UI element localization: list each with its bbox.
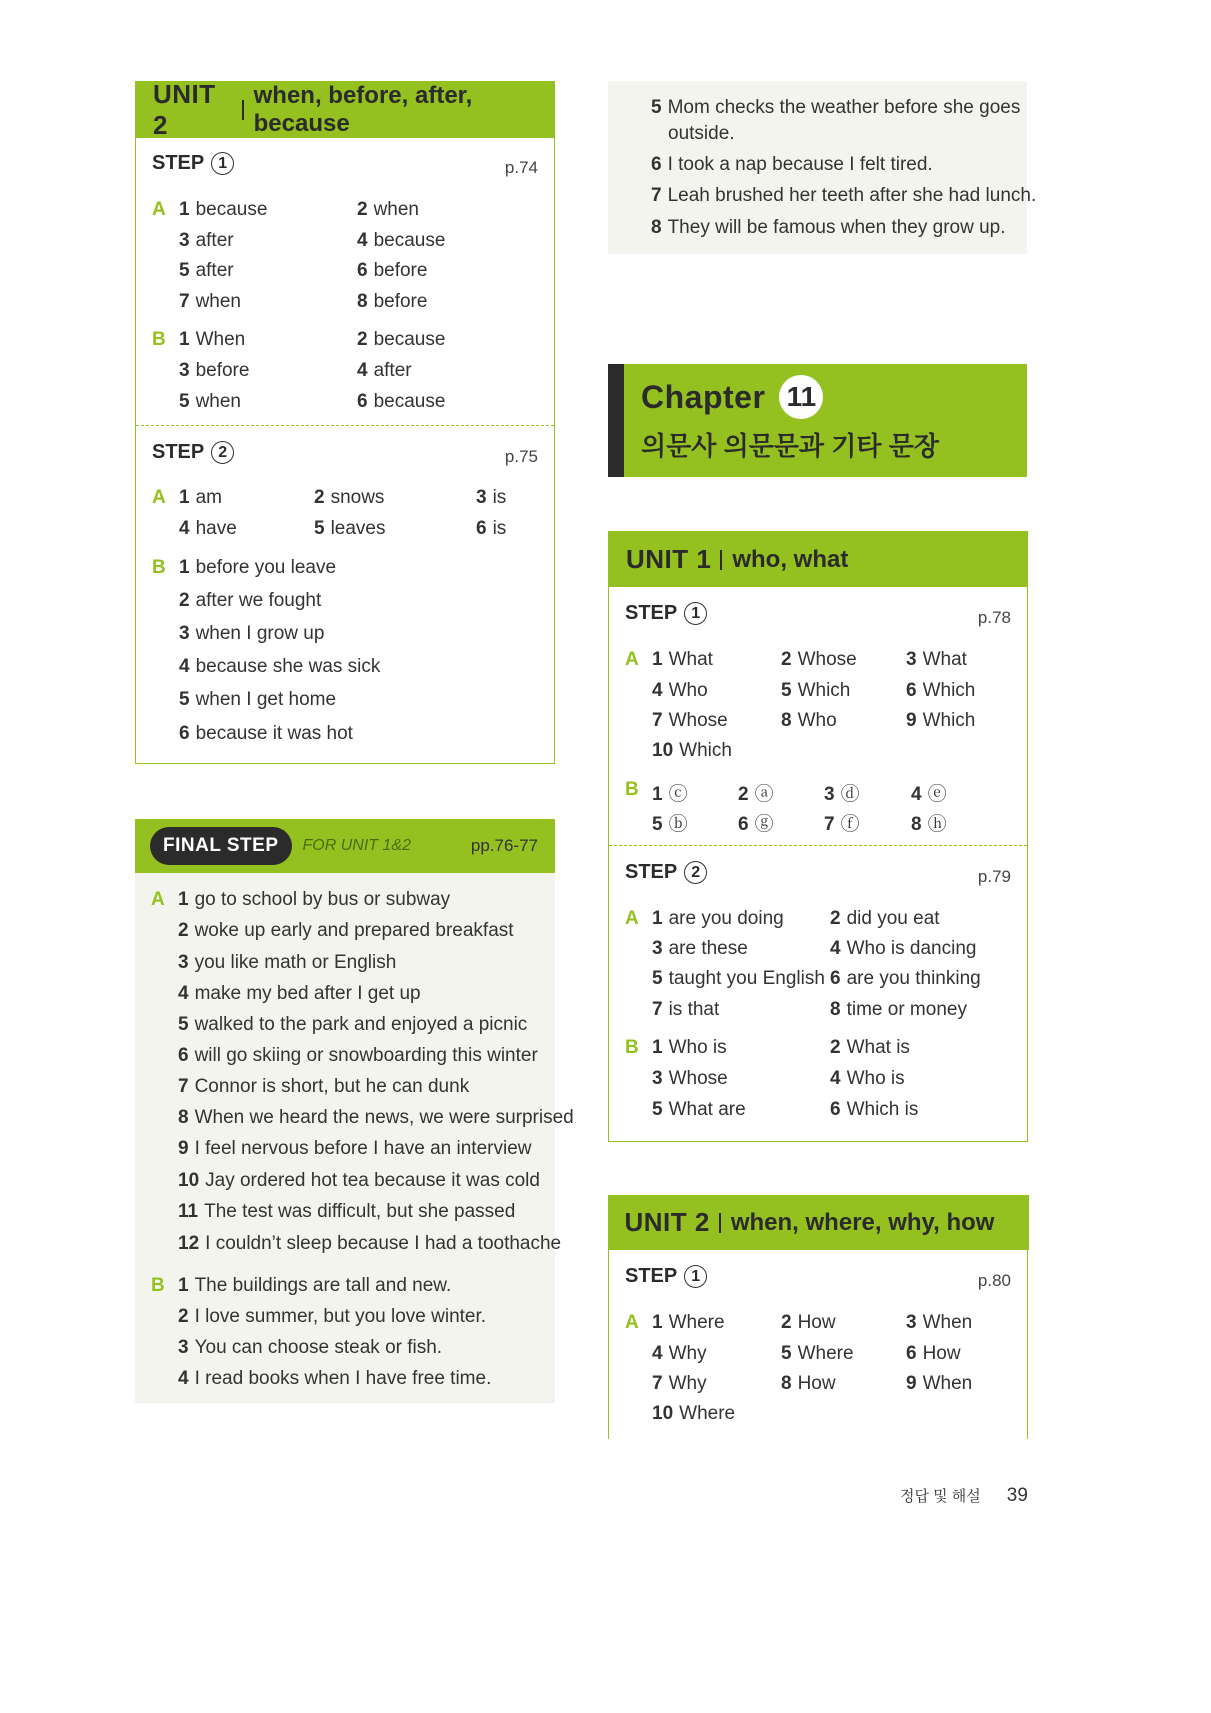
answer-item: 8 When we heard the news, we were surprised [178, 1107, 574, 1128]
chapter-banner-bar [608, 364, 624, 477]
answer-item: 3 is [476, 487, 507, 508]
answer-item: 2 because [357, 329, 446, 350]
section-label: B [151, 1275, 165, 1296]
divider [720, 550, 722, 570]
answer-item: 9 I feel nervous before I have an interview [178, 1138, 532, 1159]
answer-item: 5 ⓑ [652, 814, 688, 835]
chapter-banner [608, 364, 1027, 477]
section-label: B [625, 1037, 639, 1058]
answer-item: 6 How [906, 1343, 961, 1364]
section-label: A [625, 908, 639, 929]
answer-item: 6 are you thinking [830, 968, 981, 989]
answer-item: 3 What [906, 649, 967, 670]
answer-item: 1 because [179, 199, 268, 220]
answer-item: 4 make my bed after I get up [178, 983, 421, 1004]
step-1-heading: STEP 1 [625, 602, 707, 625]
answer-item: 3 Whose [652, 1068, 728, 1089]
answer-item: 7 ⓕ [824, 814, 860, 835]
page-ref: p.78 [977, 608, 1011, 627]
answer-item: 6 because [357, 391, 446, 412]
step-2-heading: STEP 2 [625, 861, 707, 884]
answer-item: 4 after [357, 360, 412, 381]
step-1-heading: STEP 1 [625, 1265, 707, 1288]
answer-item: 4 because [357, 230, 446, 251]
answer-item: 6 is [476, 518, 507, 539]
answer-item: 11 The test was difficult, but she passed [178, 1201, 516, 1222]
answer-item: 10 Which [652, 740, 732, 761]
chapter-title: Chapter 11 [641, 375, 823, 419]
answer-item: 4 Why [652, 1343, 707, 1364]
answer-item: 4 ⓔ [911, 784, 947, 805]
step-1-heading: STEP 1 [152, 152, 234, 175]
answer-item: 1 What [652, 649, 713, 670]
footer [900, 1485, 1028, 1507]
answer-item: 8 They will be famous when they grow up. [651, 217, 1006, 238]
answer-item: 3 ⓓ [824, 784, 860, 805]
answer-item: 8 time or money [830, 999, 967, 1020]
section-label: A [625, 1312, 639, 1333]
section-divider [136, 425, 554, 426]
answer-item: 7 Whose [652, 710, 728, 731]
answer-item: 3 when I grow up [179, 623, 325, 644]
answer-item: 5 What are [652, 1099, 746, 1120]
unit2-answer-box [135, 81, 555, 764]
answer-item: 2 What is [830, 1037, 910, 1058]
answer-item: 6 ⓖ [738, 814, 774, 835]
answer-item: 9 Which [906, 710, 976, 731]
answer-item: 8 ⓗ [911, 814, 947, 835]
answer-item: 2 Whose [781, 649, 857, 670]
answer-item: 10 Jay ordered hot tea because it was cold [178, 1170, 540, 1191]
answer-item: 4 Who is dancing [830, 938, 977, 959]
divider [242, 100, 244, 120]
answer-item: 1 Where [652, 1312, 725, 1333]
answer-item: 8 How [781, 1373, 836, 1394]
answer-item: 5 taught you English [652, 968, 825, 989]
answer-item: 1 are you doing [652, 908, 784, 929]
answer-item: 3 you like math or English [178, 952, 397, 973]
step-number: 2 [211, 441, 234, 464]
footer-label: 정답 및 해설 [900, 1488, 981, 1505]
final-step-units: FOR UNIT 1&2 [302, 837, 411, 854]
answer-item: 5 Which [781, 680, 851, 701]
chapter-number: 11 [779, 375, 823, 419]
section-label: A [625, 649, 639, 670]
section-label: B [152, 329, 166, 350]
answer-item: 10 Where [652, 1403, 736, 1424]
section-label: A [151, 889, 165, 910]
answer-item: 6 I took a nap because I felt tired. [651, 154, 933, 175]
answer-item: 4 Who is [830, 1068, 905, 1089]
answer-item: 4 have [179, 518, 237, 539]
section-label: B [625, 779, 639, 800]
answer-item: 3 after [179, 230, 234, 251]
unit-title: when, where, why, how [730, 1208, 995, 1236]
page-ref: p.80 [977, 1271, 1011, 1290]
unit-number: UNIT 1 [626, 544, 712, 574]
answer-item: 5 leaves [314, 518, 386, 539]
answer-item: 2 ⓐ [738, 784, 774, 805]
page-ref: p.79 [977, 867, 1011, 886]
answer-item: 1 The buildings are tall and new. [178, 1275, 452, 1296]
answer-item: 1 before you leave [179, 557, 337, 578]
final-step-header [135, 819, 555, 873]
answer-item: 2 How [781, 1312, 836, 1333]
answer-item: 5 when [179, 391, 241, 412]
section-label: A [152, 487, 166, 508]
step-number: 1 [684, 1265, 707, 1288]
answer-item: 2 woke up early and prepared breakfast [178, 920, 514, 941]
answer-item: 8 Who [781, 710, 837, 731]
answer-item: 3 When [906, 1312, 973, 1333]
answer-item: 5 walked to the park and enjoyed a picnic [178, 1014, 528, 1035]
section-label: B [152, 557, 166, 578]
page-number: 39 [1006, 1485, 1028, 1506]
unit-header [136, 79, 554, 140]
answer-item: 8 before [357, 291, 428, 312]
final-step-box [135, 819, 574, 1403]
page-ref: p.75 [504, 447, 538, 466]
answer-item: 6 because it was hot [179, 723, 353, 744]
divider [719, 1213, 721, 1233]
unit-header [608, 1195, 1029, 1250]
answer-item: 7 is that [652, 999, 720, 1020]
section-label: A [152, 199, 166, 220]
answer-item: 4 Who [652, 680, 708, 701]
answer-item: 2 when [357, 199, 419, 220]
final-step-badge: FINAL STEP [150, 827, 292, 865]
answer-item: 6 Which is [830, 1099, 919, 1120]
answer-item: 5 when I get home [179, 689, 337, 710]
answer-item: 6 will go skiing or snowboarding this winter [178, 1045, 538, 1066]
ch-unit1-answer-box [608, 531, 1028, 1142]
answer-item: 1 ⓒ [652, 784, 688, 805]
step-number: 1 [684, 602, 707, 625]
answer-item: 7 when [179, 291, 241, 312]
answer-item: 9 When [906, 1373, 973, 1394]
answer-item: 5 after [179, 260, 234, 281]
step-number: 1 [211, 152, 234, 175]
answer-item: 3 You can choose steak or fish. [178, 1337, 443, 1358]
section-divider [609, 845, 1027, 846]
answer-item: 2 I love summer, but you love winter. [178, 1306, 487, 1327]
final-step-continued [608, 81, 1037, 254]
answer-item: 7 Leah brushed her teeth after she had lunch. [651, 185, 1037, 206]
answer-item: 1 When [179, 329, 246, 350]
answer-item: 7 Why [652, 1373, 707, 1394]
page-ref: pp.76-77 [470, 836, 538, 855]
answer-item: 6 before [357, 260, 428, 281]
answer-item: 6 Which [906, 680, 976, 701]
unit-title: who, what [732, 545, 849, 573]
answer-item: 3 before [179, 360, 250, 381]
answer-item: 7 Connor is short, but he can dunk [178, 1076, 470, 1097]
answer-item: 1 go to school by bus or subway [178, 889, 451, 910]
page-ref: p.74 [504, 158, 538, 177]
step-2-heading: STEP 2 [152, 441, 234, 464]
step-number: 2 [684, 861, 707, 884]
chapter-subtitle: 의문사 의문문과 기타 문장 [641, 431, 939, 461]
unit-number: UNIT 2 [153, 79, 216, 140]
unit-title: when, before, after, because [253, 82, 473, 137]
answer-item: 3 are these [652, 938, 748, 959]
answer-item: 5 Where [781, 1343, 854, 1364]
ch-unit2-answer-box [608, 1195, 1028, 1439]
answer-item: 2 snows [314, 487, 385, 508]
answer-item: 5 Mom checks the weather before she goes [651, 97, 1021, 118]
answer-item: 12 I couldn’t sleep because I had a toothache [178, 1233, 562, 1254]
answer-item: 4 because she was sick [179, 656, 381, 677]
answer-item: 2 did you eat [830, 908, 940, 929]
answer-item: 1 am [179, 487, 222, 508]
answer-item: 1 Who is [652, 1037, 727, 1058]
unit-number: UNIT 2 [624, 1207, 710, 1237]
answer-item: 4 I read books when I have free time. [178, 1368, 492, 1389]
answer-item: 2 after we fought [179, 590, 322, 611]
unit-header [609, 532, 1027, 587]
answer-item-cont: outside. [668, 123, 735, 144]
